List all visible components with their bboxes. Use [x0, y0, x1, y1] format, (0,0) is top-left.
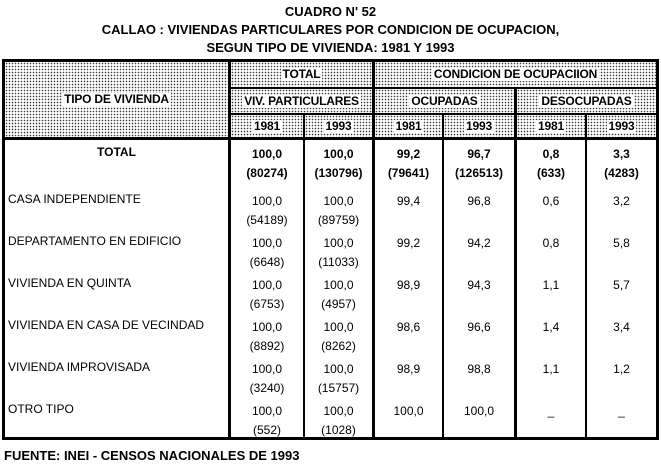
cell-value: 1,2 [613, 362, 630, 376]
data-cell [372, 397, 442, 437]
cell-count: (552) [252, 423, 281, 437]
data-cell [442, 313, 514, 355]
data-cell [228, 187, 303, 229]
cell-value: 100,0 [323, 147, 354, 161]
cell-count: (11033) [318, 255, 359, 269]
cell-value: 94,2 [467, 236, 491, 250]
cell-value: 1,1 [542, 362, 560, 376]
cell-count: (80274) [246, 166, 288, 180]
header-desocupadas [514, 89, 656, 115]
cell-value: 0,8 [542, 147, 560, 161]
cell-value: 96,7 [467, 147, 491, 161]
data-cell [514, 313, 585, 355]
header-label: OCUPADAS [411, 93, 478, 108]
data-cell [585, 187, 656, 229]
data-cell [228, 355, 303, 397]
data-cell [585, 355, 656, 397]
cell-count: (4283) [604, 166, 639, 180]
cell-value: 1,1 [542, 278, 560, 292]
data-cell [372, 271, 442, 313]
cell-value: 100,0 [251, 404, 283, 418]
header-label: 1993 [466, 118, 492, 133]
cell-count: (130796) [314, 166, 363, 180]
data-cell [303, 271, 372, 313]
cell-value: 3,4 [613, 320, 630, 334]
row-label: VIVIENDA IMPROVISADA [8, 360, 151, 374]
title-line-3: SEGUN TIPO DE VIVIENDA: 1981 Y 1993 [206, 40, 455, 55]
header-label: 1981 [254, 118, 280, 133]
header-tipo-de-vivienda [5, 62, 228, 140]
data-cell [442, 229, 514, 271]
data-cell [442, 355, 514, 397]
cell-count: (8892) [249, 339, 285, 353]
cell-value: 100,0 [251, 278, 283, 292]
table-body [5, 140, 656, 437]
header-year-ocupadas-1981 [372, 115, 442, 140]
data-cell [372, 229, 442, 271]
header-label: VIV. PARTICULARES [244, 93, 359, 108]
cell-value: 100,0 [251, 362, 283, 376]
data-cell [228, 313, 303, 355]
cell-value: 96,6 [467, 320, 491, 334]
data-cell [303, 397, 372, 437]
cell-value: 94,3 [467, 278, 491, 292]
cell-value: 100,0 [251, 320, 283, 334]
cell-value: 99,2 [396, 236, 421, 250]
cell-value: 0,8 [542, 236, 560, 250]
row-label: VIVIENDA EN CASA DE VECINDAD [8, 318, 205, 332]
title-line-2: CALLAO : VIVIENDAS PARTICULARES POR CONDICION DE OCUPACION, [101, 22, 560, 37]
cell-value: 3,2 [613, 194, 630, 208]
data-cell [442, 140, 514, 187]
cell-value: 100,0 [323, 278, 354, 292]
data-cell [514, 229, 585, 271]
cell-value: 0,6 [542, 194, 560, 208]
data-cell [303, 313, 372, 355]
header-year-desocupadas-1993 [585, 115, 656, 140]
header-group-total [228, 62, 372, 89]
cell-value: _ [547, 404, 555, 418]
data-cell [585, 397, 656, 437]
row-label: TOTAL [97, 145, 136, 159]
data-cell [585, 313, 656, 355]
table-title [0, 0, 661, 57]
data-cell [585, 140, 656, 187]
data-cell [303, 229, 372, 271]
cell-value: 100,0 [251, 194, 283, 208]
cell-value: 98,9 [396, 278, 421, 292]
data-cell [228, 140, 303, 187]
cell-count: (6648) [249, 255, 285, 269]
cell-value: 98,6 [396, 320, 421, 334]
cell-value: 98,8 [467, 362, 491, 376]
cell-count: (8262) [321, 339, 356, 353]
cell-count: (54189) [246, 213, 288, 227]
header-year-total-1993 [303, 115, 372, 140]
cell-count: (126513) [454, 166, 504, 180]
cell-count: (633) [536, 166, 565, 180]
header-label: 1993 [325, 118, 352, 133]
header-group-condicion-ocupacion [372, 62, 656, 89]
cell-value: _ [618, 404, 625, 418]
cell-value: 100,0 [323, 404, 354, 418]
cell-value: 1,4 [542, 320, 560, 334]
cell-value: 100,0 [323, 194, 354, 208]
cell-value: 98,9 [396, 362, 421, 376]
data-cell [372, 313, 442, 355]
data-cell [228, 229, 303, 271]
cell-value: 100,0 [251, 147, 283, 161]
data-cell [585, 229, 656, 271]
data-cell [585, 271, 656, 313]
data-cell [514, 355, 585, 397]
data-cell [303, 187, 372, 229]
source-note: FUENTE: INEI - CENSOS NACIONALES DE 1993 [4, 448, 300, 463]
cell-value: 100,0 [251, 236, 283, 250]
title-line-1: CUADRO N' 52 [284, 4, 377, 19]
row-label: VIVIENDA EN QUINTA [8, 276, 132, 290]
cell-count: (1028) [321, 423, 356, 437]
cell-value: 100,0 [393, 404, 424, 418]
cell-count: (4957) [321, 297, 356, 311]
row-label: OTRO TIPO [8, 402, 74, 416]
data-cell [442, 397, 514, 437]
data-cell [514, 187, 585, 229]
header-year-total-1981 [228, 115, 303, 140]
cell-count: (79641) [387, 166, 430, 180]
data-cell [372, 187, 442, 229]
header-ocupadas [372, 89, 514, 115]
data-cell [303, 140, 372, 187]
header-viv-particulares [228, 89, 372, 115]
cell-value: 99,2 [396, 147, 421, 161]
data-cell [442, 187, 514, 229]
cell-value: 99,4 [396, 194, 421, 208]
table-header [5, 62, 656, 140]
header-label: 1981 [538, 118, 564, 133]
cell-value: 100,0 [463, 404, 495, 418]
data-cell [442, 271, 514, 313]
header-year-ocupadas-1993 [442, 115, 514, 140]
statistics-table [2, 59, 659, 440]
header-label: TOTAL [282, 67, 321, 81]
data-cell [303, 355, 372, 397]
data-cell [372, 140, 442, 187]
data-cell [228, 271, 303, 313]
header-label: 1981 [395, 118, 422, 133]
cell-count: (6753) [249, 297, 285, 311]
cell-value: 5,8 [613, 236, 630, 250]
row-label: CASA INDEPENDIENTE [8, 192, 141, 206]
cell-value: 100,0 [323, 362, 354, 376]
cell-value: 3,3 [613, 147, 630, 161]
cell-count: (89759) [317, 213, 360, 227]
cell-value: 5,7 [613, 278, 630, 292]
data-cell [228, 397, 303, 437]
header-label: 1993 [608, 118, 635, 133]
header-label: CONDICION DE OCUPACIION [433, 67, 598, 81]
header-year-desocupadas-1981 [514, 115, 585, 140]
data-cell [514, 397, 585, 437]
data-cell [514, 140, 585, 187]
cell-value: 96,8 [467, 194, 491, 208]
cell-value: 100,0 [323, 320, 354, 334]
header-label: DESOCUPADAS [541, 93, 632, 108]
data-cell [514, 271, 585, 313]
cell-value: 100,0 [323, 236, 354, 250]
row-label: DEPARTAMENTO EN EDIFICIO [8, 234, 182, 248]
header-label: TIPO DE VIVIENDA [64, 92, 169, 106]
cell-count: (3240) [249, 381, 285, 395]
data-cell [372, 355, 442, 397]
cell-count: (15757) [317, 381, 360, 395]
